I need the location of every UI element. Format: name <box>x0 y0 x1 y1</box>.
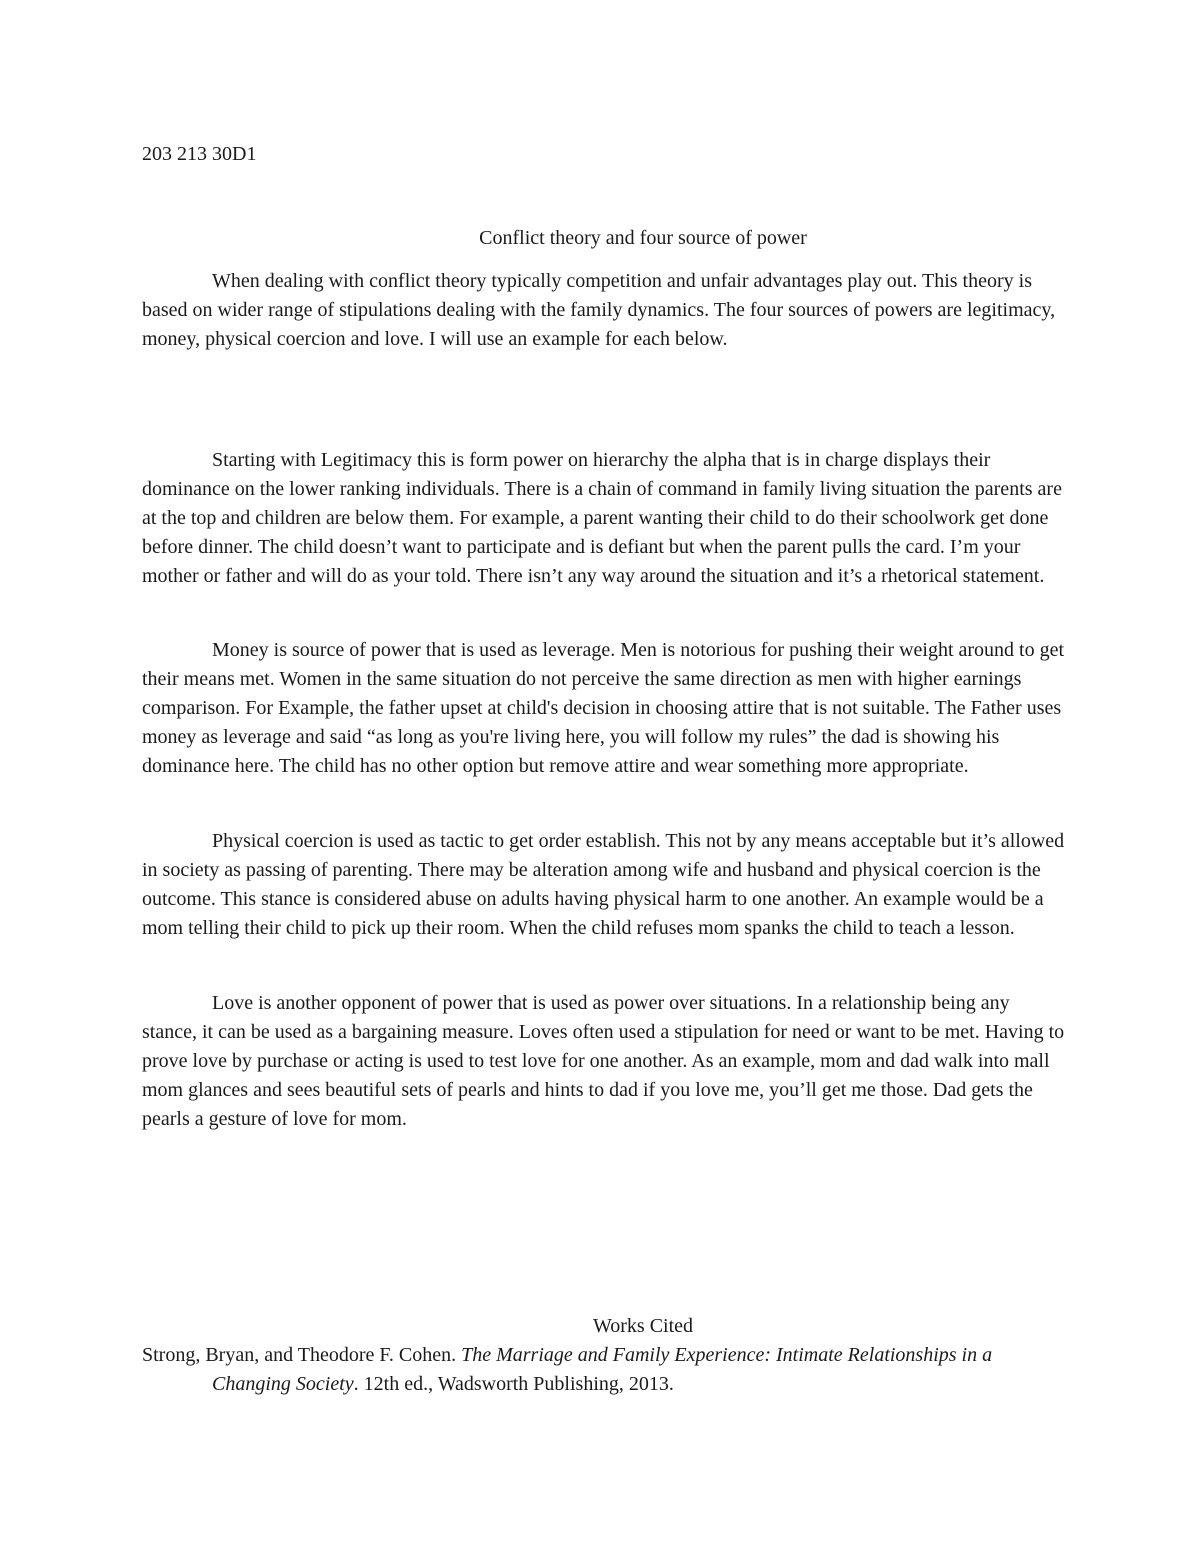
document-id: 203 213 30D1 <box>142 143 257 165</box>
citation-book-title: The Marriage and Family Experience: Intimate Relationships in a Changing Society <box>212 1344 993 1395</box>
citation-details: . 12th ed., Wadsworth Publishing, 2013. <box>353 1373 674 1395</box>
paragraph-physical-coercion: Physical coercion is used as tactic to get order establish. This not by any means acceptable but it’s allowed in society as passing of parenting. There may be alteration among wife and husband and physical coercion is the outcome. This stance is considered abuse on adults having physical harm to one another. An example would be a mom telling their child to pick up their room. When the child refuses mom spanks the child to teach a lesson. <box>142 830 1065 939</box>
citation-entry <box>142 1341 1022 1399</box>
paragraph-money: Money is source of power that is used as leverage. Men is notorious for pushing their weight around to get their means met. Women in the same situation do not perceive the same direction as men with higher earnings comparison. For Example, the father upset at child's decision in choosing attire that is not suitable. The Father uses money as leverage and said “as long as you're living here, you will follow my rules” the dad is showing his dominance here. The child has no other option but remove attire and wear something more appropriate. <box>142 639 1065 777</box>
paragraph-intro: When dealing with conflict theory typically competition and unfair advantages play out. This theory is based on wider range of stipulations dealing with the family dynamics. The four sources of powers are legitimacy, money, physical coercion and love. I will use an example for each below. <box>142 270 1056 350</box>
citation-authors: Strong, Bryan, and Theodore F. Cohen. <box>142 1344 462 1366</box>
paragraph-love: Love is another opponent of power that is used as power over situations. In a relationship being any stance, it can be used as a bargaining measure. Loves often used a stipulation for need or want to be met. Having to prove love by purchase or acting is used to test love for one another. As an example, mom and dad walk into mall mom glances and sees beautiful sets of pearls and hints to dad if you love me, you’ll get me those. Dad gets the pearls a gesture of love for mom. <box>142 992 1065 1130</box>
works-cited-heading: Works Cited <box>592 1315 694 1337</box>
page-title: Conflict theory and four source of power <box>479 227 807 249</box>
paragraph-legitimacy: Starting with Legitimacy this is form power on hierarchy the alpha that is in charge displays their dominance on the lower ranking individuals. There is a chain of command in family living situation the parents are at the top and children are below them. For example, a parent wanting their child to do their schoolwork get done before dinner. The child doesn’t want to participate and is defiant but when the parent pulls the card. I’m your mother or father and will do as your told. There isn’t any way around the situation and it’s a rhetorical statement. <box>142 449 1062 587</box>
